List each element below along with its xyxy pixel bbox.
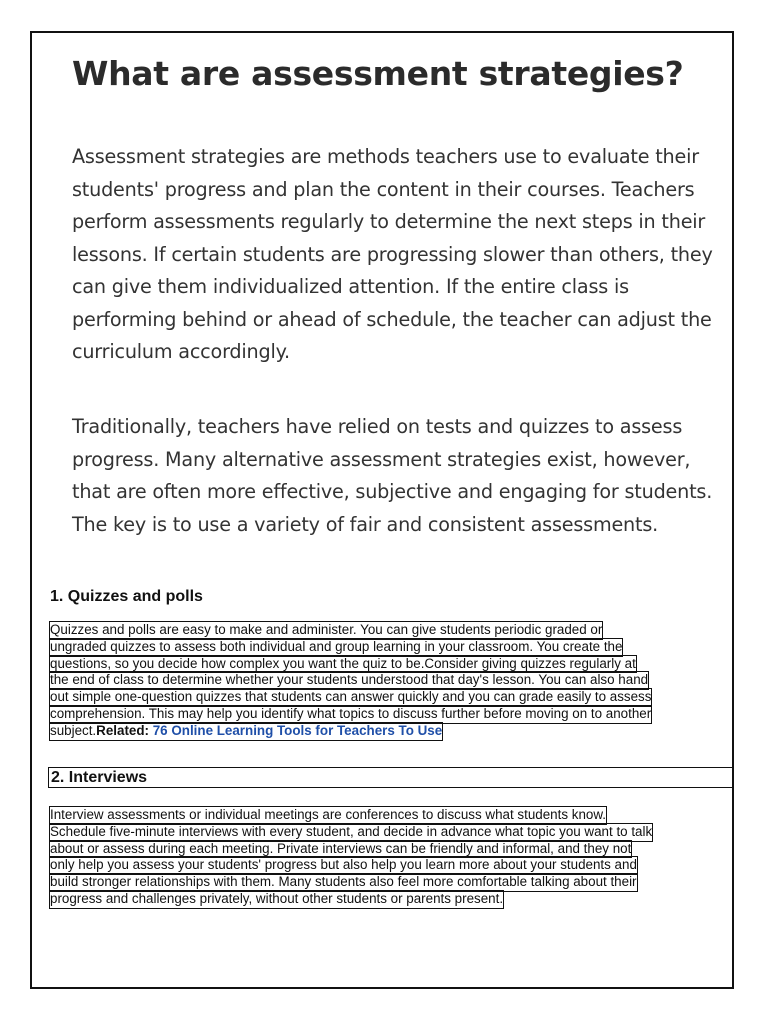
intro-paragraph-2: Traditionally, teachers have relied on tests and quizzes to assess progress. Many alternative assessment strategies exist, however, that are often more effective, subjective and engaging for students. The key is to use a variety of fair and consistent assessments.: [72, 415, 713, 536]
text-line: the end of class to determine whether your students understood that day's lesson. You can also hand: [50, 672, 649, 688]
text-line: Schedule five-minute interviews with every student, and decide in advance what topic you want to talk: [50, 823, 653, 839]
text-fragment: subject.: [50, 722, 97, 738]
text-line: progress and challenges privately, without other students or parents present.: [50, 890, 504, 906]
text-line: only help you assess your students' progress but also help you learn more about your students and: [50, 857, 637, 873]
page-title: What are assessment strategies?: [72, 54, 684, 93]
text-line: Quizzes and polls are easy to make and administer. You can give students periodic graded or: [50, 622, 603, 637]
section-body-quizzes: [50, 622, 730, 740]
section-heading-quizzes: 1. Quizzes and polls: [50, 588, 203, 605]
text-line-related: [50, 723, 442, 740]
text-line: questions, so you decide how complex you want the quiz to be.Consider giving quizzes regularly at: [50, 655, 636, 671]
section-body-interviews: [50, 807, 730, 908]
text-line: build stronger relationships with them. Many students also feel more comfortable talking about their: [50, 874, 637, 890]
article-header: [72, 52, 722, 96]
related-link[interactable]: 76 Online Learning Tools for Teachers To Use: [152, 722, 443, 738]
section-heading-interviews: 2. Interviews: [48, 767, 734, 788]
text-line: about or assess during each meeting. Private interviews can be friendly and informal, and they not: [50, 840, 632, 856]
text-line: ungraded quizzes to assess both individual and group learning in your classroom. You create the: [50, 638, 623, 654]
text-line: out simple one-question quizzes that students can answer quickly and you can grade easily to assess: [50, 689, 652, 705]
text-line: Interview assessments or individual meetings are conferences to discuss what students know.: [50, 807, 606, 822]
related-label: Related:: [96, 722, 149, 738]
text-line: comprehension. This may help you identify what topics to discuss further before moving on to another: [50, 705, 652, 721]
intro-paragraph-1: Assessment strategies are methods teachers use to evaluate their students' progress and plan the content in their courses. Teachers perform assessments regularly to determine the next steps in their lessons. If certain students are progressing slower than others, they can give them individualized attention. If the entire class is performing behind or ahead of schedule, the teacher can adjust the curriculum accordingly.: [72, 145, 713, 363]
